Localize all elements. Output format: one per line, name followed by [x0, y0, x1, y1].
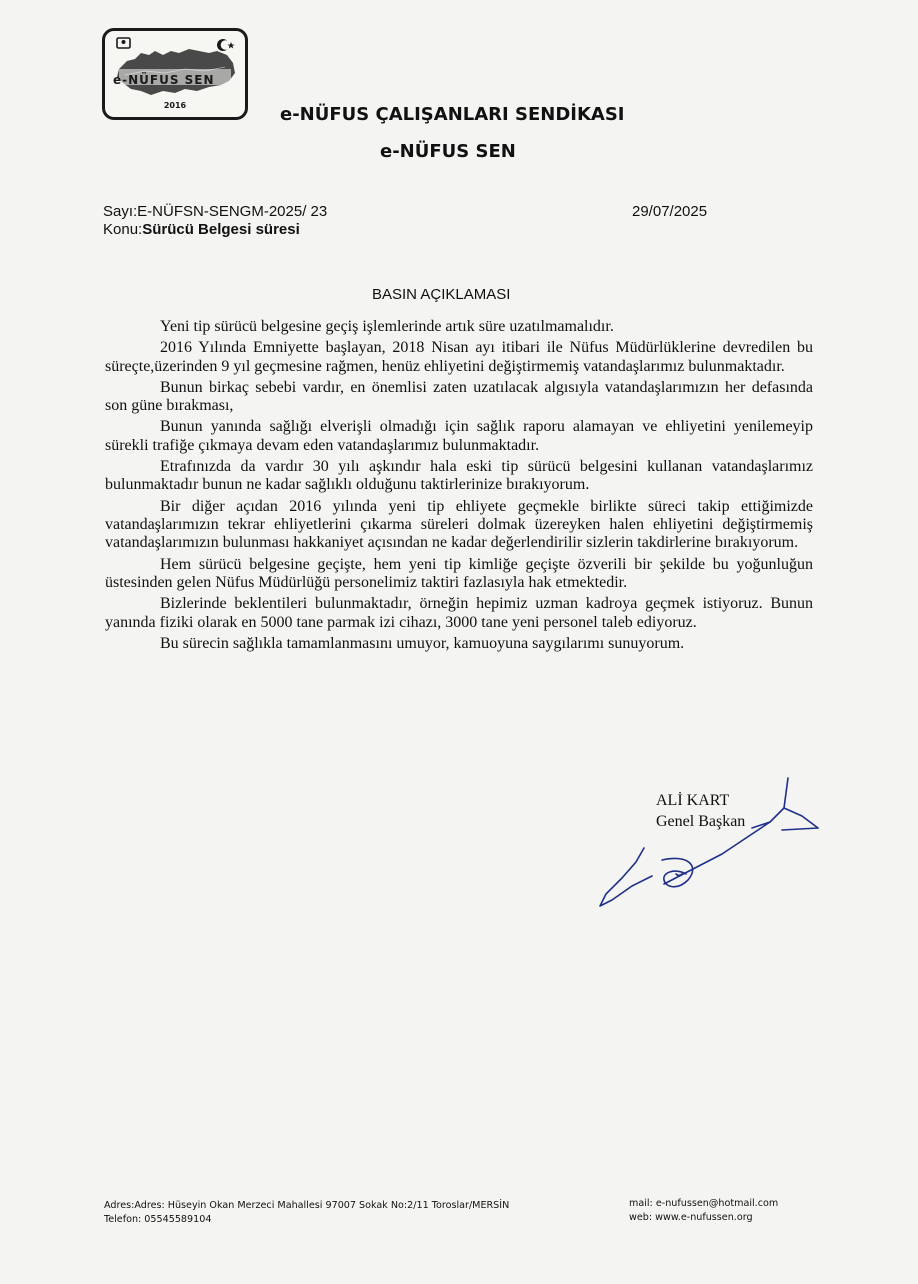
- logo-year: 2016: [163, 101, 187, 110]
- paragraph: Etrafınızda da vardır 30 yılı aşkındır hala eski tip sürücü belgesini kullanan vatandaşlarımız bulunmaktadır bunun ne kadar sağlıklı olduğunu taktirlerinize bırakıyorum.: [105, 458, 813, 494]
- press-release-body: [105, 318, 813, 656]
- signatory-name: ALİ KART: [656, 792, 730, 809]
- subject-line: [103, 221, 300, 238]
- paragraph: Hem sürücü belgesine geçişte, hem yeni tip kimliğe geçişte özverili bir şekilde bu yoğunluğun üstesinden gelen Nüfus Müdürlüğü personelimiz taktiri fazlasıyla hak etmektedir.: [105, 555, 813, 592]
- footer-address: Adres:Adres: Hüseyin Okan Merzeci Mahallesi 97007 Sokak No:2/11 Toroslar/MERSİN: [104, 1200, 510, 1211]
- paragraph: Yeni tip sürücü belgesine geçiş işlemlerinde artık süre uzatılmamalıdır.: [160, 318, 614, 335]
- subject-label: Konu:: [103, 221, 143, 238]
- paragraph: 2016 Yılında Emniyette başlayan, 2018 Nisan ayı itibari ile Nüfus Müdürlüklerine devredilen bu süreçte,üzerinden 9 yıl geçmesine rağmen, henüz ehliyetini değiştirmemiş vatandaşlarımız bulunmaktadır.: [105, 339, 813, 375]
- paragraph: Bir diğer açıdan 2016 yılında yeni tip ehliyete geçmekle birlikte süreci takip ettiğimizde vatandaşlarımızın tekrar ehliyetlerini çıkarma süreleri dolmak üzereyken halen ehliyetini değiştirmemiş vatandaşlarımızın bulunması hakkaniyet açısından ne kadar değerlendirilir sizlerin takdirlerine bırakıyorum.: [105, 497, 813, 552]
- handwritten-signature: [592, 776, 822, 916]
- paragraph: Bunun birkaç sebebi vardır, en önemlisi zaten uzatılacak algısıyla vatandaşlarımızın her defasında son güne bırakması,: [105, 378, 813, 415]
- logo-text: e-NÜFUS SEN: [113, 73, 215, 87]
- document-title: BASIN AÇIKLAMASI: [372, 286, 511, 303]
- paragraph: Bu sürecin sağlıkla tamamlanmasını umuyor, kamuoyuna saygılarımı sunuyorum.: [160, 635, 685, 653]
- paragraph: Bizlerinde beklentileri bulunmaktadır, örneğin hepimiz uzman kadroya geçmek istiyoruz. Bunun yanında fiziki olarak en 5000 tane parmak izi cihazı, 3000 tane yeni personel taleb ediyoruz.: [105, 595, 813, 631]
- reference-number: Sayı:E-NÜFSN-SENGM-2025/ 23: [103, 203, 328, 220]
- paragraph: Bunun yanında sağlığı elverişli olmadığı için sağlık raporu alamayan ve ehliyetini yenilemeyip sürekli trafiğe çıkmaya devam eden vatandaşlarımız bulunmaktadır.: [105, 418, 813, 454]
- footer-contact-right: [629, 1197, 778, 1225]
- footer-website: web: www.e-nufussen.org: [629, 1212, 753, 1223]
- organization-name: e-NÜFUS ÇALIŞANLARI SENDİKASI: [280, 104, 625, 125]
- footer-contact-left: [104, 1199, 509, 1227]
- footer-phone: Telefon: 05545589104: [104, 1214, 212, 1225]
- organization-short-name: e-NÜFUS SEN: [380, 141, 516, 162]
- signatory-title: Genel Başkan: [656, 813, 746, 830]
- footer-email: mail: e-nufussen@hotmail.com: [629, 1198, 779, 1209]
- subject-value: Sürücü Belgesi süresi: [142, 221, 300, 238]
- document-date: 29/07/2025: [632, 203, 708, 220]
- union-logo: [102, 28, 248, 120]
